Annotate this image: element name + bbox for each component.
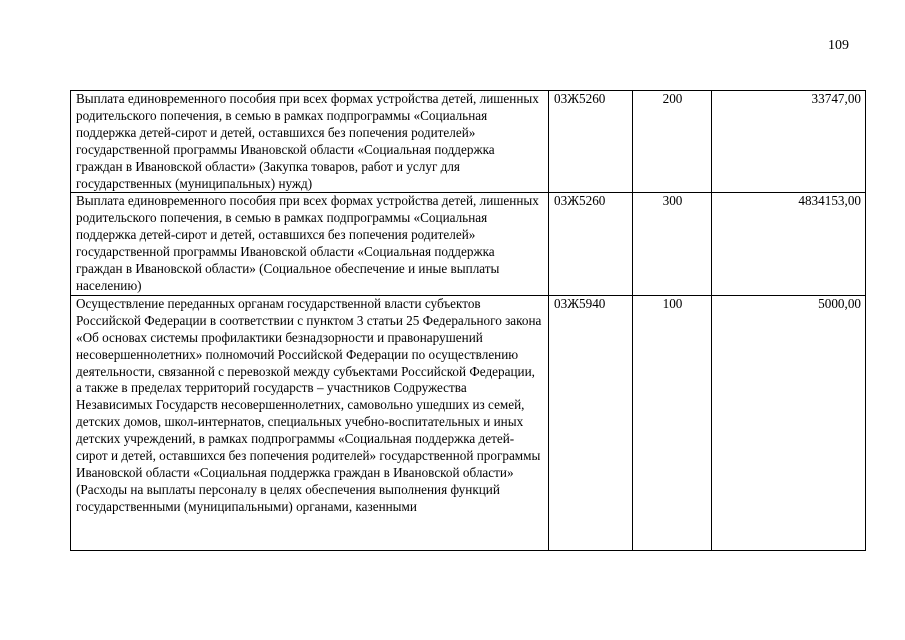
expense-type-cell: 100 bbox=[633, 295, 712, 550]
expense-name-cell: Осуществление переданных органам государственной власти субъектов Российской Федерации в соответствии с пунктом 3 статьи 25 Федерального закона «Об основах системы профилактики безнадзорности и правонарушений несовершеннолетних» полномочий Российской Федерации по осуществлению деятельности, связанной с перевозкой между субъектами Российской Федерации, а также в пределах территорий государств – участников Содружества Независимых Государств несовершеннолетних, самовольно ушедших из семей, детских домов, школ-интернатов, специальных учебно-воспитательных и иных детских учреждений, в рамках подпрограммы «Социальная поддержка детей-сирот и детей, оставшихся без попечения родителей» государственной программы Ивановской области «Социальная поддержка граждан в Ивановской области» (Расходы на выплаты персоналу в целях обеспечения выполнения функций государственными (муниципальными) органами, казенными bbox=[71, 295, 549, 550]
amount-cell: 4834153,00 bbox=[712, 193, 866, 295]
page-number: 109 bbox=[828, 38, 849, 53]
expense-type-cell: 300 bbox=[633, 193, 712, 295]
amount-cell: 33747,00 bbox=[712, 91, 866, 193]
table-row bbox=[71, 295, 866, 550]
target-article-code-cell: 03Ж5260 bbox=[549, 193, 633, 295]
expense-name-cell: Выплата единовременного пособия при всех формах устройства детей, лишенных родительского попечения, в семью в рамках подпрограммы «Социальная поддержка детей-сирот и детей, оставшихся без попечения родителей» государственной программы Ивановской области «Социальная поддержка граждан в Ивановской области» (Социальное обеспечение и иные выплаты населению) bbox=[71, 193, 549, 295]
budget-table bbox=[70, 90, 866, 551]
expense-name-cell: Выплата единовременного пособия при всех формах устройства детей, лишенных родительского попечения, в семью в рамках подпрограммы «Социальная поддержка детей-сирот и детей, оставшихся без попечения родителей» государственной программы Ивановской области «Социальная поддержка граждан в Ивановской области» (Закупка товаров, работ и услуг для государственных (муниципальных) нужд) bbox=[71, 91, 549, 193]
target-article-code-cell: 03Ж5260 bbox=[549, 91, 633, 193]
table-row bbox=[71, 193, 866, 295]
target-article-code-cell: 03Ж5940 bbox=[549, 295, 633, 550]
expense-type-cell: 200 bbox=[633, 91, 712, 193]
table-row bbox=[71, 91, 866, 193]
amount-cell: 5000,00 bbox=[712, 295, 866, 550]
